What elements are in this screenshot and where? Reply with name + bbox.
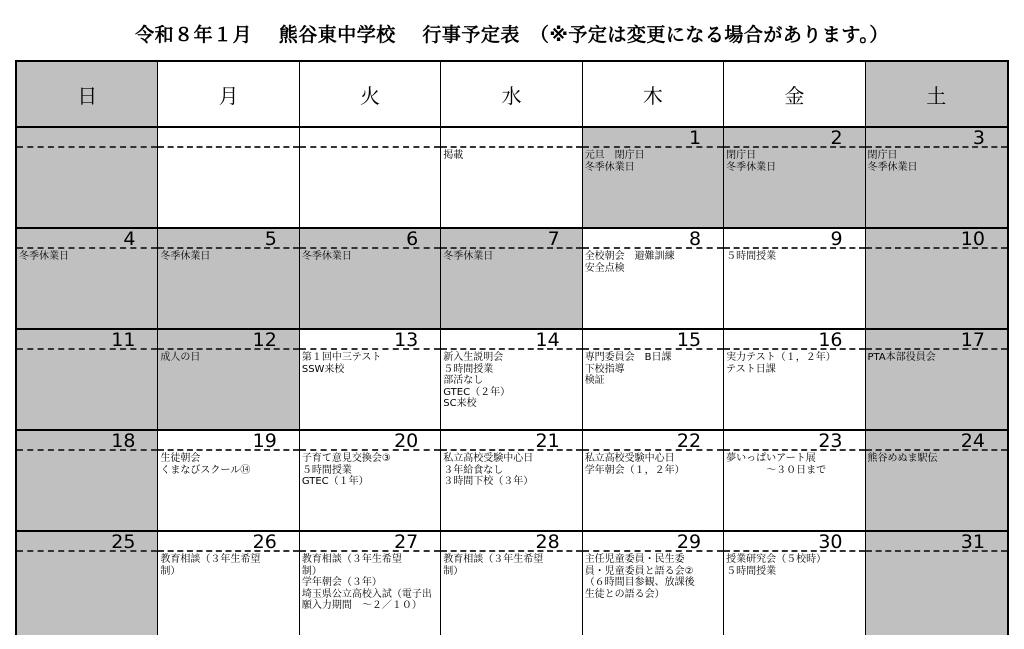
day-number: 30 bbox=[724, 532, 864, 552]
day-cell bbox=[17, 330, 158, 429]
day-number: 10 bbox=[866, 229, 1007, 249]
day-events: 教育相談（３年生希望 制） bbox=[160, 554, 261, 577]
day-cell bbox=[441, 431, 582, 530]
day-events: ５時間授業 bbox=[726, 251, 777, 262]
day-cell bbox=[158, 229, 299, 328]
day-number bbox=[158, 128, 298, 148]
day-events: 冬季休業日 bbox=[160, 251, 211, 262]
day-events: 閉庁日 冬季休業日 bbox=[726, 150, 777, 173]
calendar-table bbox=[15, 60, 1009, 635]
day-events bbox=[17, 552, 157, 554]
day-cell bbox=[866, 330, 1007, 429]
day-number: 28 bbox=[441, 532, 581, 552]
week-row bbox=[17, 229, 1007, 330]
day-number: 7 bbox=[441, 229, 581, 249]
day-number: 21 bbox=[441, 431, 581, 451]
week-row bbox=[17, 532, 1007, 635]
day-cell bbox=[158, 532, 299, 635]
day-events bbox=[866, 249, 1007, 251]
weekday-wed: 水 bbox=[441, 62, 582, 126]
day-cell bbox=[724, 128, 865, 227]
day-number: 18 bbox=[17, 431, 157, 451]
day-events: 新入生説明会 ５時間授業 部活なし GTEC（２年） SC来校 bbox=[443, 352, 511, 409]
day-cell bbox=[583, 330, 724, 429]
day-number bbox=[300, 128, 440, 148]
day-events: 授業研究会（５校時） ５時間授業 bbox=[726, 554, 827, 577]
day-cell bbox=[158, 330, 299, 429]
day-number: 5 bbox=[158, 229, 298, 249]
day-cell bbox=[17, 431, 158, 530]
day-cell bbox=[583, 532, 724, 635]
day-events: 熊谷めぬま駅伝 bbox=[867, 453, 938, 464]
day-number: 13 bbox=[300, 330, 440, 350]
day-cell bbox=[441, 330, 582, 429]
day-events bbox=[158, 148, 298, 150]
page-title: 令和８年１月 熊谷東中学校 行事予定表 （※予定は変更になる場合があります。） bbox=[135, 24, 889, 46]
day-events: 冬季休業日 bbox=[443, 251, 494, 262]
day-number bbox=[441, 128, 581, 148]
day-number: 23 bbox=[724, 431, 864, 451]
day-number: 22 bbox=[583, 431, 723, 451]
day-cell bbox=[724, 532, 865, 635]
weekday-thu: 木 bbox=[583, 62, 724, 126]
day-number: 1 bbox=[583, 128, 723, 148]
day-events: 教育相談（３年生希望 制） bbox=[443, 554, 544, 577]
day-cell bbox=[300, 330, 441, 429]
day-events bbox=[17, 350, 157, 352]
day-events: 閉庁日 冬季休業日 bbox=[867, 150, 918, 173]
day-number: 15 bbox=[583, 330, 723, 350]
weekday-header bbox=[17, 62, 1007, 128]
day-events: 専門委員会 B日課 下校指導 検証 bbox=[584, 352, 672, 386]
day-cell bbox=[441, 532, 582, 635]
day-cell bbox=[441, 128, 582, 227]
day-cell bbox=[583, 431, 724, 530]
day-number: 29 bbox=[583, 532, 723, 552]
weekday-sat: 土 bbox=[866, 62, 1007, 126]
day-cell bbox=[158, 431, 299, 530]
day-cell bbox=[300, 431, 441, 530]
day-number: 14 bbox=[441, 330, 581, 350]
day-cell bbox=[300, 532, 441, 635]
day-number: 17 bbox=[866, 330, 1007, 350]
day-events bbox=[17, 148, 157, 150]
week-row bbox=[17, 431, 1007, 532]
day-number: 16 bbox=[724, 330, 864, 350]
day-number: 9 bbox=[724, 229, 864, 249]
day-number: 25 bbox=[17, 532, 157, 552]
week-row bbox=[17, 128, 1007, 229]
day-cell bbox=[441, 229, 582, 328]
day-number: 19 bbox=[158, 431, 298, 451]
day-number: 24 bbox=[866, 431, 1007, 451]
day-events: 実力テスト（１，２年） テスト日課 bbox=[726, 352, 836, 375]
day-events bbox=[17, 451, 157, 453]
day-events: 教育相談（３年生希望 制） 学年朝会（３年） 埼玉県公立高校入試（電子出 願入力期間 ～２／１０） bbox=[301, 554, 432, 611]
day-number: 27 bbox=[300, 532, 440, 552]
day-cell bbox=[866, 431, 1007, 530]
day-number: 2 bbox=[724, 128, 864, 148]
day-number: 4 bbox=[17, 229, 157, 249]
day-events: 掲載 bbox=[443, 150, 464, 161]
day-cell bbox=[724, 229, 865, 328]
day-cell bbox=[866, 229, 1007, 328]
day-cell bbox=[17, 128, 158, 227]
day-events bbox=[866, 552, 1007, 554]
day-cell bbox=[17, 532, 158, 635]
day-events: 冬季休業日 bbox=[301, 251, 352, 262]
day-cell bbox=[724, 330, 865, 429]
day-events: 主任児童委員・民生委 員・児童委員と語る会② （６時間目参観、放課後 生徒との語る会） bbox=[584, 554, 695, 600]
week-row bbox=[17, 330, 1007, 431]
day-cell bbox=[158, 128, 299, 227]
day-events: 成人の日 bbox=[160, 352, 201, 363]
day-events: 元旦 閉庁日 冬季休業日 bbox=[584, 150, 645, 173]
day-number: 12 bbox=[158, 330, 298, 350]
day-cell bbox=[866, 532, 1007, 635]
day-events: 全校朝会 避難訓練 安全点検 bbox=[584, 251, 675, 274]
day-number bbox=[17, 128, 157, 148]
day-events: 生徒朝会 くまなびスクール⑭ bbox=[160, 453, 251, 476]
day-number: 26 bbox=[158, 532, 298, 552]
day-cell bbox=[583, 128, 724, 227]
day-cell bbox=[866, 128, 1007, 227]
day-cell bbox=[17, 229, 158, 328]
day-number: 31 bbox=[866, 532, 1007, 552]
day-events: 夢いっぱいアート展 ～３０日まで bbox=[726, 453, 827, 476]
weekday-tue: 火 bbox=[300, 62, 441, 126]
day-number: 8 bbox=[583, 229, 723, 249]
day-events: 私立高校受験中心日 ３年給食なし ３時間下校（３年） bbox=[443, 453, 534, 487]
day-events: PTA本部役員会 bbox=[867, 352, 936, 363]
day-events bbox=[300, 148, 440, 150]
day-events: 子育て意見交換会③ ５時間授業 GTEC（１年） bbox=[301, 453, 391, 487]
day-events: 私立高校受験中心日 学年朝会（１，２年） bbox=[584, 453, 685, 476]
day-number: 20 bbox=[300, 431, 440, 451]
weekday-sun: 日 bbox=[17, 62, 158, 126]
day-number: 11 bbox=[17, 330, 157, 350]
day-cell bbox=[300, 128, 441, 227]
day-cell bbox=[724, 431, 865, 530]
day-events: 第１回中三テスト SSW来校 bbox=[301, 352, 382, 375]
day-number: 6 bbox=[300, 229, 440, 249]
weekday-mon: 月 bbox=[158, 62, 299, 126]
day-number: 3 bbox=[866, 128, 1007, 148]
day-cell bbox=[300, 229, 441, 328]
day-cell bbox=[583, 229, 724, 328]
day-events: 冬季休業日 bbox=[19, 251, 69, 262]
weekday-fri: 金 bbox=[724, 62, 865, 126]
